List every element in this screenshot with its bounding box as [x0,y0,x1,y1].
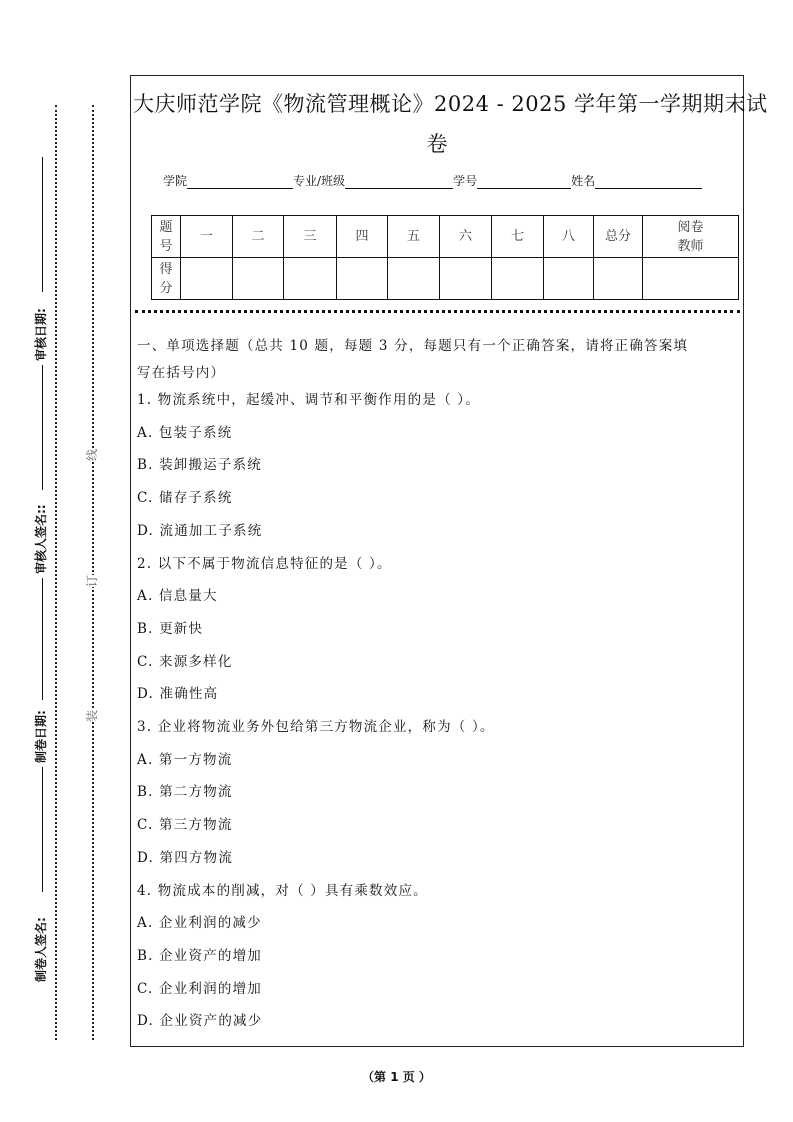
answer-option: D. 准确性高 [137,686,219,703]
answer-option: D. 流通加工子系统 [137,522,263,539]
answer-option: A. 包装子系统 [137,424,233,441]
name-label: 姓名 [571,174,596,188]
page-number: （第 1 页 ） [362,1070,431,1084]
score-cell[interactable] [284,258,337,300]
score-cell[interactable] [388,258,440,300]
question-stem: 3. 企业将物流业务外包给第三方物流企业，称为（ ）。 [137,719,495,735]
score-header-cell: 六 [440,216,492,258]
signature-strip [30,100,50,1040]
score-cell[interactable] [440,258,492,300]
answer-option: C. 第三方物流 [137,817,233,834]
score-row-label: 得 分 [152,258,181,300]
answer-option: C. 储存子系统 [137,490,233,507]
score-header-cell: 五 [388,216,440,258]
answer-option: B. 更新快 [137,620,204,637]
answer-option: B. 企业资产的增加 [137,947,263,964]
score-cell[interactable] [594,258,643,300]
college-field[interactable] [187,174,293,189]
maker-sign-field[interactable] [32,767,43,892]
binding-dotted-line-inner [92,105,94,1040]
score-cell[interactable] [492,258,544,300]
maker-date-label: 制卷日期: [33,710,48,763]
score-header-cell: 总分 [594,216,643,258]
exam-title: 大庆师范学院《物流管理概论》2024 - 2025 学年第一学期期末试 [133,92,768,116]
binding-char-bind: 装 [85,709,100,723]
question-stem: 1. 物流系统中，起缓冲、调节和平衡作用的是（ ）。 [137,392,480,408]
binding-char-staple: 订 [85,574,100,588]
student-info-fields [163,172,702,189]
name-field[interactable] [595,174,702,189]
score-cell[interactable] [544,258,594,300]
score-cell[interactable] [643,258,739,300]
section-heading: 一、单项选择题（总共 10 题，每题 3 分，每题只有一个正确答案，请将正确答案填 [137,338,689,354]
score-header-cell: 八 [544,216,594,258]
score-header-cell: 七 [492,216,544,258]
score-header-cell: 三 [284,216,337,258]
maker-sign-label: 制卷人签名: [33,917,48,982]
score-cell[interactable] [233,258,284,300]
score-table-header-row [152,216,739,258]
answer-option: A. 企业利润的减少 [137,915,262,932]
answer-option: D. 企业资产的减少 [137,1013,263,1030]
score-cell[interactable] [181,258,233,300]
answer-option: C. 来源多样化 [137,653,233,670]
answer-option: B. 装卸搬运子系统 [137,457,263,474]
score-header-cell: 二 [233,216,284,258]
score-table-score-row [152,258,739,300]
score-table [151,215,739,300]
seal-dotted-line [135,310,740,313]
binding-char-line: 线 [85,448,100,462]
answer-option: A. 第一方物流 [137,751,233,768]
score-header-cell: 题 号 [152,216,181,258]
question-stem: 4. 物流成本的削减，对（ ）具有乘数效应。 [137,882,428,899]
student-id-label: 学号 [453,174,478,188]
exam-title-continued: 卷 [426,132,448,156]
student-id-field[interactable] [477,174,571,189]
review-date-label: 审核日期: [33,308,48,361]
score-header-cell: 四 [337,216,388,258]
section-heading-continued: 写在括号内） [137,365,226,381]
review-date-field[interactable] [32,157,43,292]
answer-option: D. 第四方物流 [137,849,234,866]
maker-date-field[interactable] [32,578,43,700]
college-label: 学院 [163,174,188,188]
major-field[interactable] [345,174,453,189]
score-header-cell: 一 [181,216,233,258]
reviewer-sign-field[interactable] [32,365,43,490]
score-cell[interactable] [337,258,388,300]
question-stem: 2. 以下不属于物流信息特征的是（ ）。 [137,555,392,572]
answer-option: B. 第二方物流 [137,784,233,801]
score-header-cell: 阅卷 教师 [643,216,739,258]
binding-dotted-line-outer [55,105,57,1040]
answer-option: C. 企业利润的增加 [137,980,262,997]
reviewer-sign-label: 审核人签名:: [33,504,48,574]
answer-option: A. 信息量大 [137,588,218,605]
major-label: 专业/班级 [293,174,346,188]
